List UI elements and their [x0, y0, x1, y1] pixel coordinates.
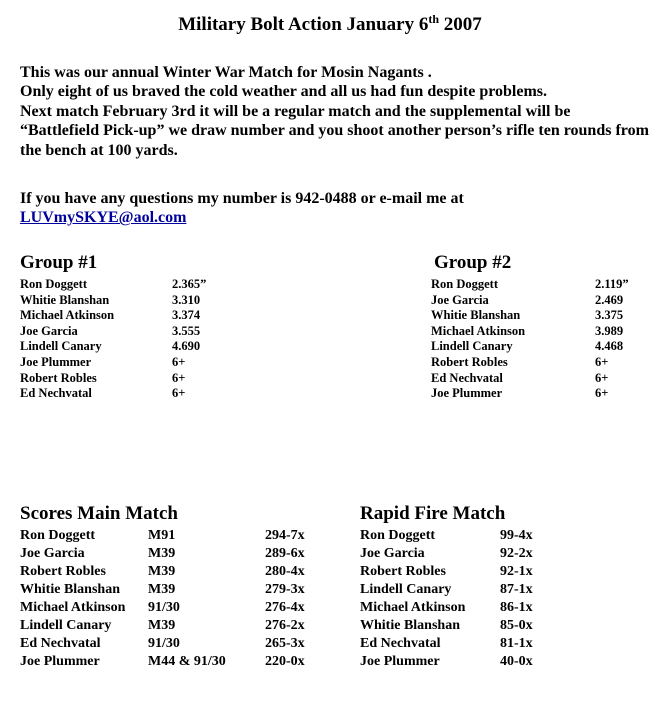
rifle: M39: [148, 618, 176, 633]
contact-text: If you have any questions my number is 942-0488 or e-mail me at: [20, 190, 464, 207]
rifle: M44 & 91/30: [148, 654, 226, 669]
score: 81-1x: [500, 636, 533, 651]
intro-line: Only eight of us braved the cold weather and all us had fun despite problems.: [20, 83, 548, 101]
table-row: [360, 599, 560, 617]
group-size: 3.374: [172, 308, 201, 323]
email-link[interactable]: LUVmySKYE@aol.com: [20, 209, 187, 227]
group-size: 2.119”: [595, 277, 629, 291]
shooter-name: Lindell Canary: [20, 339, 102, 354]
shooter-name: Ed Nechvatal: [20, 636, 101, 651]
table-row: [360, 635, 560, 653]
group-size: 2.365”: [172, 277, 207, 291]
rifle: M39: [148, 582, 176, 597]
score: 294-7x: [265, 528, 305, 543]
rifle: 91/30: [148, 600, 180, 615]
shooter-name: Joe Plummer: [20, 354, 92, 369]
shooter-name: Whitie Blanshan: [20, 582, 120, 597]
intro-line: Next match February 3rd it will be a regular match and the supplemental will be “Battlefield Pick-up” we draw number and you shoot another person’s rifle ten rounds from the bench at 100 yards.: [20, 102, 649, 159]
group-size: 6+: [595, 386, 609, 401]
rifle: M39: [148, 564, 176, 579]
title-year: 2007: [439, 14, 482, 35]
list-item: [20, 277, 260, 293]
score: 92-2x: [500, 546, 533, 561]
rifle: M39: [148, 546, 176, 561]
group-size: 6+: [595, 354, 609, 369]
score: 86-1x: [500, 600, 533, 615]
table-row: [360, 563, 560, 581]
list-item: [20, 293, 260, 309]
table-row: [360, 581, 560, 599]
group-size: 6+: [172, 370, 186, 385]
list-item: [431, 371, 651, 387]
shooter-name: Michael Atkinson: [20, 600, 126, 615]
list-item: [20, 355, 260, 371]
shooter-name: Ron Doggett: [360, 528, 436, 543]
list-item: [431, 355, 651, 371]
page-title: [0, 14, 660, 36]
group-size: 6+: [172, 354, 186, 369]
shooter-name: Michael Atkinson: [360, 600, 466, 615]
shooter-name: Joe Garcia: [360, 546, 425, 561]
shooter-name: Joe Plummer: [431, 386, 503, 401]
list-item: [20, 339, 260, 355]
shooter-name: Whitie Blanshan: [431, 308, 521, 323]
list-item: [431, 308, 651, 324]
intro-line: This was our annual Winter War Match for Mosin Nagants .: [20, 64, 432, 81]
table-row: [360, 653, 560, 671]
group-size: 3.555: [172, 323, 201, 338]
list-item: [20, 308, 260, 324]
group-size: 6+: [595, 370, 609, 385]
group-size: 4.468: [595, 339, 624, 354]
shooter-name: Lindell Canary: [20, 618, 112, 633]
shooter-name: Joe Garcia: [20, 323, 78, 338]
shooter-name: Robert Robles: [360, 564, 446, 579]
list-item: [20, 324, 260, 340]
table-row: [360, 545, 560, 563]
list-item: [431, 324, 651, 340]
shooter-name: Ron Doggett: [20, 277, 88, 291]
table-row: [20, 581, 340, 599]
shooter-name: Ron Doggett: [20, 528, 96, 543]
shooter-name: Whitie Blanshan: [360, 618, 460, 633]
shooter-name: Robert Robles: [20, 370, 97, 385]
shooter-name: Ed Nechvatal: [431, 370, 503, 385]
score: 85-0x: [500, 618, 533, 633]
score: 220-0x: [265, 654, 305, 669]
shooter-name: Lindell Canary: [360, 582, 452, 597]
shooter-name: Ed Nechvatal: [360, 636, 441, 651]
group-size: 2.469: [595, 292, 624, 307]
table-row: [20, 617, 340, 635]
score: 279-3x: [265, 582, 305, 597]
group-size: 6+: [172, 386, 186, 401]
table-row: [20, 563, 340, 581]
list-item: [431, 339, 651, 355]
list-item: [20, 386, 260, 402]
title-superscript: th: [428, 12, 440, 26]
rapid-fire-table: [360, 527, 560, 671]
score: 276-2x: [265, 618, 305, 633]
main-match-table: [20, 527, 340, 671]
score: 92-1x: [500, 564, 533, 579]
group1-title: Group #1: [20, 252, 98, 273]
shooter-name: Ed Nechvatal: [20, 386, 92, 401]
list-item: [431, 277, 651, 293]
shooter-name: Ron Doggett: [431, 277, 499, 291]
score: 40-0x: [500, 654, 533, 669]
score: 87-1x: [500, 582, 533, 597]
shooter-name: Whitie Blanshan: [20, 292, 110, 307]
score: 289-6x: [265, 546, 305, 561]
rifle: 91/30: [148, 636, 180, 651]
shooter-name: Lindell Canary: [431, 339, 513, 354]
shooter-name: Joe Plummer: [360, 654, 440, 669]
shooter-name: Joe Garcia: [431, 292, 489, 307]
table-row: [20, 599, 340, 617]
score: 276-4x: [265, 600, 305, 615]
rapid-fire-title: Rapid Fire Match: [360, 503, 506, 524]
group2-list: [431, 277, 651, 402]
shooter-name: Michael Atkinson: [20, 308, 115, 323]
group-size: 4.690: [172, 339, 201, 354]
score: 99-4x: [500, 528, 533, 543]
table-row: [20, 527, 340, 545]
intro-paragraph: [20, 63, 650, 160]
shooter-name: Michael Atkinson: [431, 323, 526, 338]
group1-list: [20, 277, 260, 402]
group-size: 3.375: [595, 308, 624, 323]
table-row: [20, 545, 340, 563]
score: 265-3x: [265, 636, 305, 651]
main-match-title: Scores Main Match: [20, 503, 178, 524]
list-item: [431, 386, 651, 402]
list-item: [431, 293, 651, 309]
rifle: M91: [148, 528, 176, 543]
table-row: [20, 653, 340, 671]
table-row: [360, 527, 560, 545]
group-size: 3.310: [172, 292, 201, 307]
shooter-name: Robert Robles: [20, 564, 106, 579]
contact-info: [20, 189, 650, 228]
list-item: [20, 371, 260, 387]
table-row: [20, 635, 340, 653]
title-text: Military Bolt Action January 6: [178, 14, 429, 35]
shooter-name: Robert Robles: [431, 354, 508, 369]
shooter-name: Joe Plummer: [20, 654, 100, 669]
score: 280-4x: [265, 564, 305, 579]
shooter-name: Joe Garcia: [20, 546, 85, 561]
group-size: 3.989: [595, 323, 624, 338]
group2-title: Group #2: [434, 252, 512, 273]
table-row: [360, 617, 560, 635]
